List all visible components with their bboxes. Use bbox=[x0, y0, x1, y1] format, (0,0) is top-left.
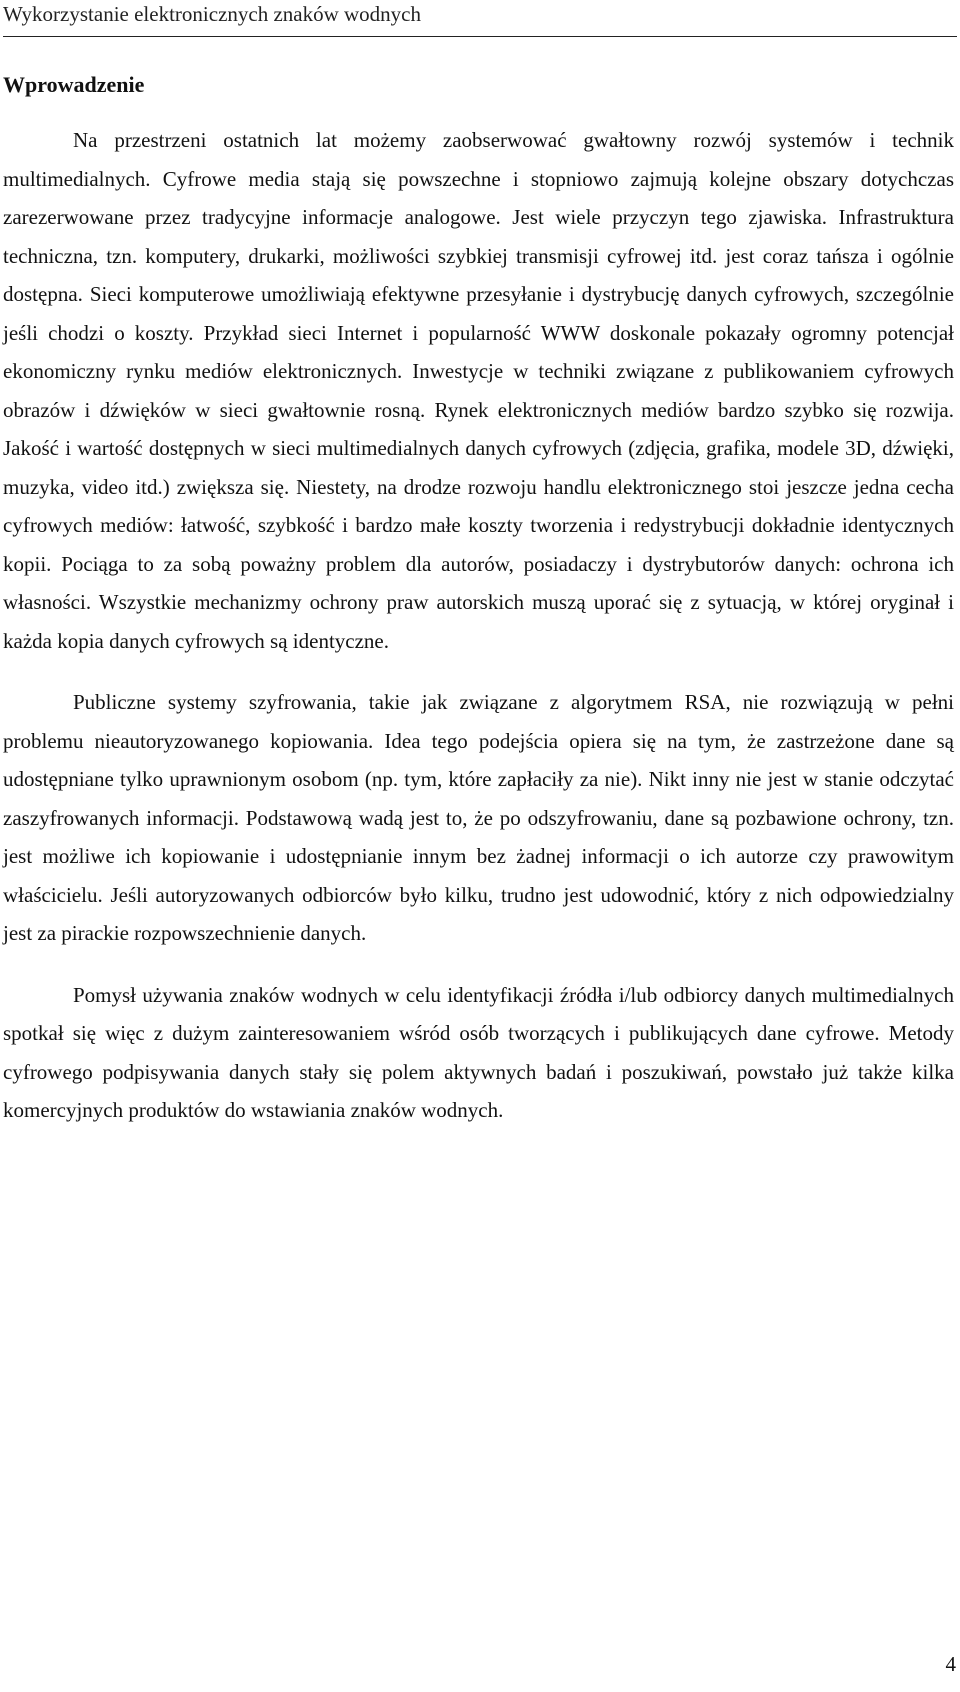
body-text bbox=[3, 121, 954, 1153]
section-heading: Wprowadzenie bbox=[3, 72, 145, 97]
paragraph-introduction: Na przestrzeni ostatnich lat możemy zaobserwować gwałtowny rozwój systemów i technik multimedialnych. Cyfrowe media stają się powszechne i stopniowo zajmują kolejne obszary dotychczas zarezerwowane przez tradycyjne informacje analogowe. Jest wiele przyczyn tego zjawiska. Infrastruktura techniczna, tzn. komputery, drukarki, możliwości szybkiej transmisji cyfrowej itd. jest coraz tańsza i ogólnie dostępna. Sieci komputerowe umożliwiają efektywne przesyłanie i dystrybucję danych cyfrowych, szczególnie jeśli chodzi o koszty. Przykład sieci Internet i popularność WWW doskonale pokazały ogromny potencjał ekonomiczny rynku mediów elektronicznych. Inwestycje w techniki związane z publikowaniem cyfrowych obrazów i dźwięków w sieci gwałtownie rosną. Rynek elektronicznych mediów bardzo szybko się rozwija. Jakość i wartość dostępnych w sieci multimedialnych danych cyfrowych (zdjęcia, grafika, modele 3D, dźwięki, muzyka, video itd.) zwiększa się. Niestety, na drodze rozwoju handlu elektronicznego stoi jeszcze jedna cecha cyfrowych mediów: łatwość, szybkość i bardzo małe koszty tworzenia i redystrybucji dokładnie identycznych kopii. Pociąga to za sobą poważny problem dla autorów, posiadaczy i dystrybutorów danych: ochrona ich własności. Wszystkie mechanizmy ochrony praw autorskich muszą uporać się z sytuacją, w której oryginał i każda kopia danych cyfrowych są identyczne. bbox=[3, 128, 954, 653]
paragraph-watermarks: Pomysł używania znaków wodnych w celu identyfikacji źródła i/lub odbiorcy danych multimedialnych spotkał się więc z dużym zainteresowaniem wśród osób tworzących i publikujących dane cyfrowe. Metody cyfrowego podpisywania danych stały się polem aktywnych badań i poszukiwań, powstało już także kilka komercyjnych produktów do wstawiania znaków wodnych. bbox=[3, 982, 954, 1122]
document-title: Wykorzystanie elektronicznych znaków wodnych bbox=[3, 2, 422, 26]
running-header bbox=[3, 0, 957, 37]
page-number: 4 bbox=[945, 1652, 956, 1676]
paragraph-encryption: Publiczne systemy szyfrowania, takie jak związane z algorytmem RSA, nie rozwiązują w pełni problemu nieautoryzowanego kopiowania. Idea tego podejścia opiera się na tym, że zastrzeżone dane są udostępniane tylko uprawnionym osobom (np. tym, które zapłaciły za nie). Nikt inny nie jest w stanie odczytać zaszyfrowanych informacji. Podstawową wadą jest to, że po odszyfrowaniu, dane są pozbawione ochrony, tzn. jest możliwe ich kopiowanie i udostępnianie innym bez żadnej informacji o ich autorze czy prawowitym właścicielu. Jeśli autoryzowanych odbiorców było kilku, trudno jest udowodnić, który z nich odpowiedzialny jest za pirackie rozpowszechnienie danych. bbox=[3, 690, 954, 945]
